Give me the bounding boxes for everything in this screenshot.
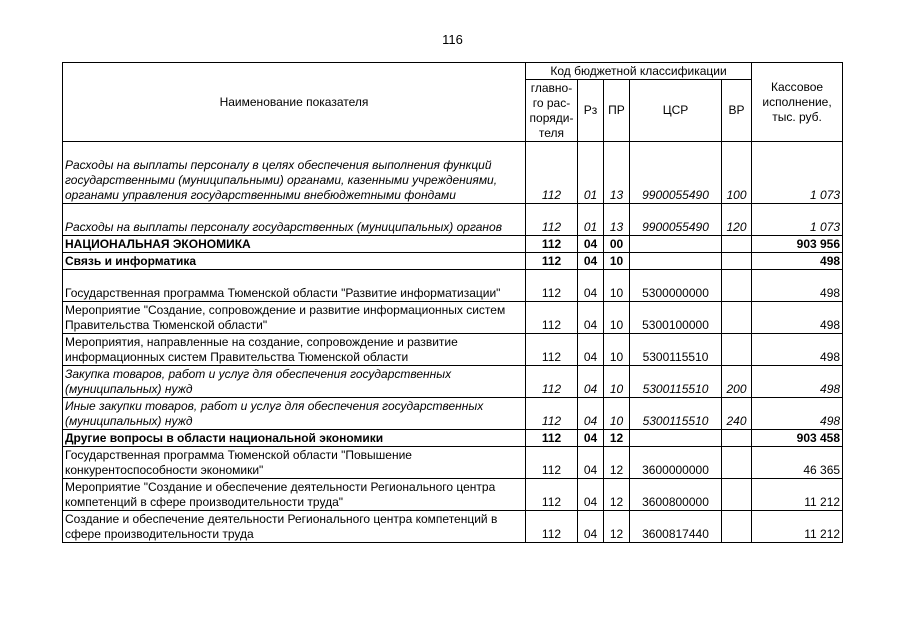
row-rz: 04 [578, 447, 604, 479]
row-rz: 04 [578, 479, 604, 511]
row-glav: 112 [526, 334, 578, 366]
table-row [63, 253, 843, 270]
row-csr: 5300115510 [630, 334, 722, 366]
row-pr: 10 [604, 366, 630, 398]
row-amount: 498 [752, 253, 843, 270]
table-row [63, 204, 843, 236]
row-name: Государственная программа Тюменской области "Развитие информатизации" [63, 270, 526, 302]
table-row [63, 366, 843, 398]
row-amount: 903 956 [752, 236, 843, 253]
table-row [63, 511, 843, 543]
header-pr: ПР [604, 80, 630, 142]
row-amount: 11 212 [752, 511, 843, 543]
row-name: Мероприятия, направленные на создание, сопровождение и развитие информационных систем Правительства Тюменской области [63, 334, 526, 366]
row-rz: 04 [578, 430, 604, 447]
row-pr: 10 [604, 302, 630, 334]
row-pr: 13 [604, 142, 630, 204]
row-glav: 112 [526, 302, 578, 334]
row-amount: 498 [752, 398, 843, 430]
row-name: Расходы на выплаты персоналу государственных (муниципальных) органов [63, 204, 526, 236]
row-csr [630, 236, 722, 253]
row-csr: 9900055490 [630, 204, 722, 236]
table-row [63, 142, 843, 204]
row-csr [630, 253, 722, 270]
header-code-group: Код бюджетной классификации [526, 63, 752, 80]
row-pr: 12 [604, 430, 630, 447]
row-vr: 240 [722, 398, 752, 430]
row-rz: 01 [578, 142, 604, 204]
row-glav: 112 [526, 366, 578, 398]
row-amount: 11 212 [752, 479, 843, 511]
row-rz: 01 [578, 204, 604, 236]
row-glav: 112 [526, 142, 578, 204]
row-name: Мероприятие "Создание, сопровождение и развитие информационных систем Правительства Тюменской области" [63, 302, 526, 334]
table-row [63, 270, 843, 302]
row-vr [722, 334, 752, 366]
table-row [63, 447, 843, 479]
header-glav: главно-го рас-поряди-теля [526, 80, 578, 142]
row-pr: 12 [604, 479, 630, 511]
row-rz: 04 [578, 270, 604, 302]
row-glav: 112 [526, 204, 578, 236]
row-vr [722, 270, 752, 302]
header-amount: Кассовое исполнение, тыс. руб. [752, 63, 843, 142]
row-csr: 3600817440 [630, 511, 722, 543]
table-row [63, 236, 843, 253]
row-vr [722, 253, 752, 270]
header-name: Наименование показателя [63, 63, 526, 142]
table-row [63, 430, 843, 447]
row-glav: 112 [526, 430, 578, 447]
row-pr: 10 [604, 253, 630, 270]
row-glav: 112 [526, 479, 578, 511]
row-pr: 13 [604, 204, 630, 236]
row-vr [722, 302, 752, 334]
row-name: Мероприятие "Создание и обеспечение деятельности Регионального центра компетенций в сфере производительности труда" [63, 479, 526, 511]
row-rz: 04 [578, 236, 604, 253]
row-csr: 3600800000 [630, 479, 722, 511]
row-vr: 120 [722, 204, 752, 236]
row-csr [630, 430, 722, 447]
row-glav: 112 [526, 236, 578, 253]
row-name: Другие вопросы в области национальной экономики [63, 430, 526, 447]
row-name: Создание и обеспечение деятельности Регионального центра компетенций в сфере производительности труда [63, 511, 526, 543]
row-glav: 112 [526, 253, 578, 270]
row-csr: 5300115510 [630, 398, 722, 430]
row-name: Иные закупки товаров, работ и услуг для обеспечения государственных (муниципальных) нужд [63, 398, 526, 430]
header-vr: ВР [722, 80, 752, 142]
row-vr [722, 447, 752, 479]
table-row [63, 302, 843, 334]
row-csr: 3600000000 [630, 447, 722, 479]
row-rz: 04 [578, 302, 604, 334]
row-rz: 04 [578, 334, 604, 366]
row-amount: 498 [752, 334, 843, 366]
row-glav: 112 [526, 398, 578, 430]
page-number: 116 [442, 32, 463, 47]
row-amount: 1 073 [752, 142, 843, 204]
row-amount: 498 [752, 302, 843, 334]
row-name: НАЦИОНАЛЬНАЯ ЭКОНОМИКА [63, 236, 526, 253]
row-vr [722, 430, 752, 447]
row-name: Связь и информатика [63, 253, 526, 270]
table-row [63, 479, 843, 511]
header-rz: Рз [578, 80, 604, 142]
row-rz: 04 [578, 511, 604, 543]
row-rz: 04 [578, 253, 604, 270]
row-vr: 200 [722, 366, 752, 398]
row-rz: 04 [578, 398, 604, 430]
row-pr: 12 [604, 447, 630, 479]
table-row [63, 398, 843, 430]
row-vr [722, 479, 752, 511]
row-name: Закупка товаров, работ и услуг для обеспечения государственных (муниципальных) нужд [63, 366, 526, 398]
row-pr: 12 [604, 511, 630, 543]
budget-table [62, 62, 843, 543]
table-body [63, 142, 843, 543]
row-amount: 498 [752, 366, 843, 398]
row-csr: 5300100000 [630, 302, 722, 334]
row-csr: 5300115510 [630, 366, 722, 398]
row-vr [722, 236, 752, 253]
row-csr: 5300000000 [630, 270, 722, 302]
table-row [63, 334, 843, 366]
row-vr [722, 511, 752, 543]
row-glav: 112 [526, 447, 578, 479]
row-amount: 498 [752, 270, 843, 302]
row-glav: 112 [526, 270, 578, 302]
row-name: Государственная программа Тюменской области "Повышение конкурентоспособности экономики" [63, 447, 526, 479]
row-rz: 04 [578, 366, 604, 398]
row-pr: 00 [604, 236, 630, 253]
row-amount: 46 365 [752, 447, 843, 479]
row-amount: 1 073 [752, 204, 843, 236]
row-glav: 112 [526, 511, 578, 543]
row-pr: 10 [604, 334, 630, 366]
row-pr: 10 [604, 398, 630, 430]
row-name: Расходы на выплаты персоналу в целях обеспечения выполнения функций государственными (муниципальными) органами, казенными учреждениями, органами управления государственными внебюджетными фондами [63, 142, 526, 204]
row-amount: 903 458 [752, 430, 843, 447]
header-csr: ЦСР [630, 80, 722, 142]
row-vr: 100 [722, 142, 752, 204]
row-pr: 10 [604, 270, 630, 302]
row-csr: 9900055490 [630, 142, 722, 204]
